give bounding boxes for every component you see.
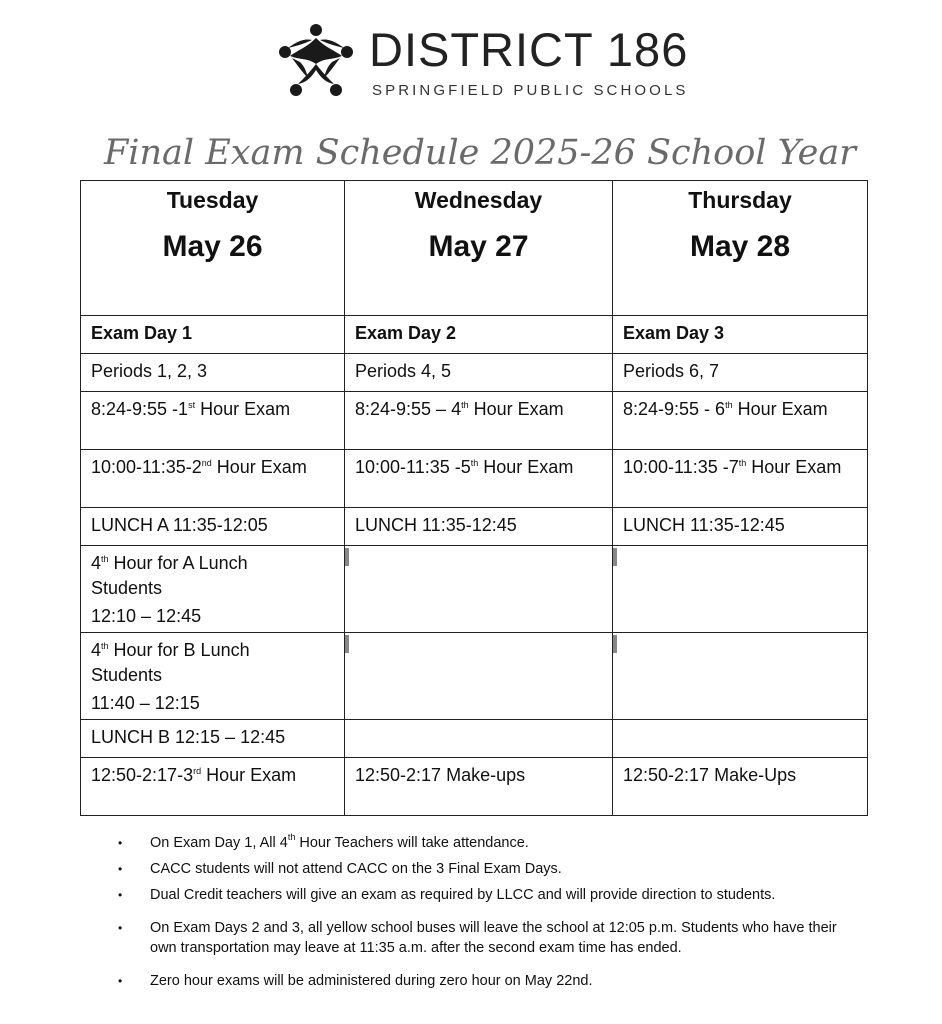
table-cell — [81, 546, 345, 633]
list-item: • Dual Credit teachers will give an exam as required by LLCC and will provide direction to students. — [116, 885, 856, 905]
exam-time-text: 8:24-9:55 – 4th Hour Exam — [355, 399, 564, 419]
b-lunch-hour-row — [81, 633, 868, 720]
text-cursor-mark — [613, 548, 617, 566]
table-cell — [345, 720, 613, 758]
day-header-row — [81, 181, 868, 316]
list-item: • Zero hour exams will be administered during zero hour on May 22nd. — [116, 971, 856, 991]
periods-row — [81, 354, 868, 392]
table-cell — [613, 546, 868, 633]
day-date: May 28 — [689, 230, 791, 263]
exam-time-text: 8:24-9:55 - 6th Hour Exam — [623, 399, 828, 419]
table-cell — [81, 720, 345, 758]
district-logo — [272, 18, 692, 108]
lunch-b-row — [81, 720, 868, 758]
day-date: May 27 — [428, 230, 529, 263]
a-lunch-hour-row — [81, 546, 868, 633]
text-cursor-mark — [345, 548, 349, 566]
table-cell — [81, 758, 345, 816]
exam-time-text: 12:50-2:17-3rd Hour Exam — [91, 765, 297, 785]
lunch-text: LUNCH A 11:35-12:05 — [91, 515, 268, 535]
text-cursor-mark — [345, 635, 349, 653]
table-cell — [613, 450, 868, 508]
lunch-b-text: LUNCH B 12:15 – 12:45 — [91, 727, 286, 747]
exam-time-text: 8:24-9:55 -1st Hour Exam — [91, 399, 291, 419]
table-cell — [345, 758, 613, 816]
lunch-text: LUNCH 11:35-12:45 — [623, 515, 785, 535]
exam-time-text: 10:00-11:35-2nd Hour Exam — [91, 457, 307, 477]
page-title: Final Exam Schedule 2025-26 School Year — [103, 133, 856, 173]
table-cell — [613, 508, 868, 546]
list-item: • On Exam Day 1, All 4th Hour Teachers will take attendance. — [116, 833, 856, 853]
table-cell — [613, 316, 868, 354]
table-cell — [81, 392, 345, 450]
b-lunch-hour-text: 4th Hour for B Lunch Students 11:40 – 12:15 — [91, 640, 250, 713]
text-cursor-mark — [613, 635, 617, 653]
table-cell — [81, 633, 345, 720]
exam-day-label: Exam Day 3 — [623, 323, 725, 343]
exam-day-label: Exam Day 1 — [91, 323, 193, 343]
second-exam-row — [81, 450, 868, 508]
logo-subtitle: SPRINGFIELD PUBLIC SCHOOLS — [372, 82, 689, 99]
table-cell — [613, 633, 868, 720]
table-cell — [613, 758, 868, 816]
table-cell — [345, 546, 613, 633]
table-cell — [613, 720, 868, 758]
day-header-tuesday — [81, 181, 345, 316]
table-cell — [613, 354, 868, 392]
makeup-text: 12:50-2:17 Make-Ups — [623, 765, 797, 785]
table-cell — [345, 508, 613, 546]
table-cell — [81, 508, 345, 546]
table-cell — [81, 354, 345, 392]
day-date: May 26 — [162, 230, 263, 263]
exam-time-text: 10:00-11:35 -5th Hour Exam — [355, 457, 574, 477]
table-cell — [345, 450, 613, 508]
district-emblem-icon — [274, 20, 358, 104]
lunch-row — [81, 508, 868, 546]
table-cell — [345, 316, 613, 354]
exam-time-text: 10:00-11:35 -7th Hour Exam — [623, 457, 842, 477]
table-cell — [345, 354, 613, 392]
periods-text: Periods 6, 7 — [623, 361, 720, 381]
a-lunch-hour-text: 4th Hour for A Lunch Students 12:10 – 12:45 — [91, 553, 248, 626]
day-name: Tuesday — [166, 187, 259, 213]
notes-list — [116, 826, 856, 991]
table-cell — [81, 316, 345, 354]
table-cell — [345, 392, 613, 450]
exam-day-label: Exam Day 2 — [355, 323, 457, 343]
exam-schedule-table — [80, 180, 868, 816]
day-name: Thursday — [688, 187, 792, 213]
exam-day-row — [81, 316, 868, 354]
table-cell — [345, 633, 613, 720]
periods-text: Periods 4, 5 — [355, 361, 452, 381]
table-cell — [613, 392, 868, 450]
list-item: • CACC students will not attend CACC on the 3 Final Exam Days. — [116, 859, 856, 879]
afternoon-exam-row — [81, 758, 868, 816]
day-name: Wednesday — [414, 187, 543, 213]
day-header-thursday — [613, 181, 868, 316]
first-exam-row — [81, 392, 868, 450]
table-cell — [81, 450, 345, 508]
day-header-wednesday — [345, 181, 613, 316]
lunch-text: LUNCH 11:35-12:45 — [355, 515, 517, 535]
makeup-text: 12:50-2:17 Make-ups — [355, 765, 526, 785]
periods-text: Periods 1, 2, 3 — [91, 361, 208, 381]
list-item: • On Exam Days 2 and 3, all yellow school buses will leave the school at 12:05 p.m. Students who have their own transportation may leave at 11:35 a.m. after the second exam time has ended. — [116, 918, 856, 958]
logo-name: DISTRICT 186 — [369, 23, 689, 76]
